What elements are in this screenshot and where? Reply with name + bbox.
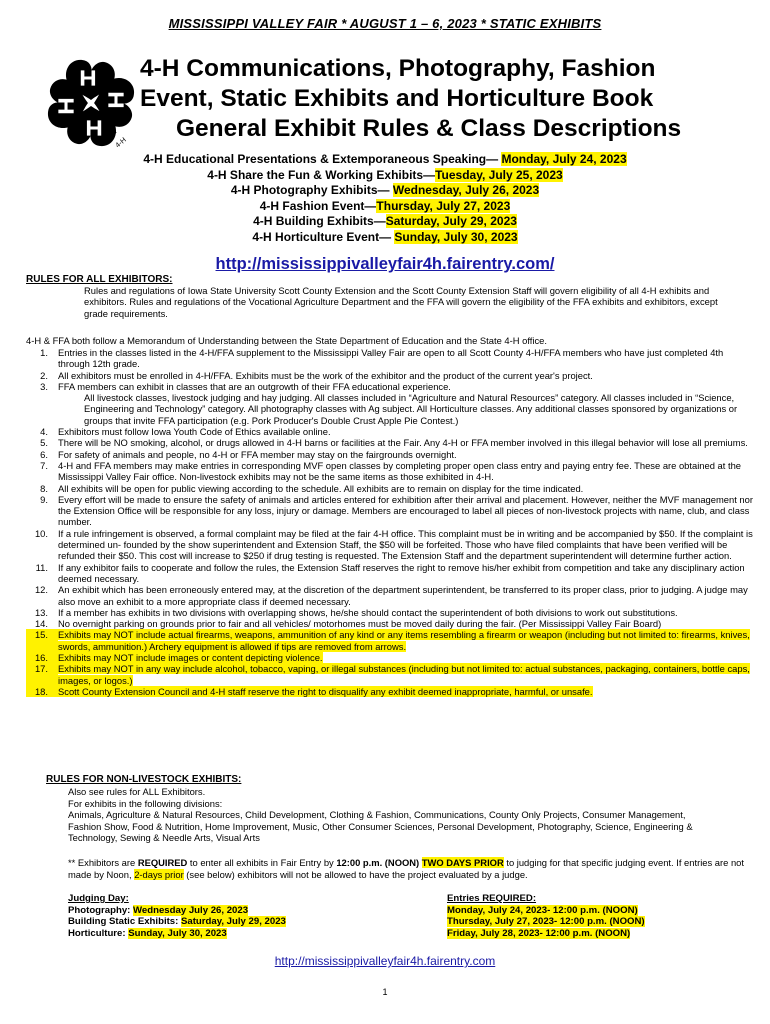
mou-statement: 4-H & FFA both follow a Memorandum of Understanding between the State Department of Education and the State 4-H office. [26, 335, 547, 346]
list-item: 6. For safety of animals and people, no 4-H or FFA member may stay on the fairgrounds overnight. [40, 448, 457, 460]
title-line-1: 4-H Communications, Photography, Fashion [140, 55, 656, 82]
nonlivestock-line-2: For exhibits in the following divisions: [68, 797, 223, 809]
list-item: 1. Entries in the classes listed in the 4-H/FFA supplement to the Mississippi Valley Fair are open to all Scott County 4-H/FFA members who have just completed 4th through 12th grade. [40, 347, 724, 370]
schedule-line: 4-H Share the Fun & Working Exhibits—Tuesday, July 25, 2023 [207, 167, 563, 182]
list-item: 12. An exhibit which has been erroneously entered may, at the discretion of the department superintendent, be transferred to its proper class, prior to judging. A judge may also move an exhibit to a more appropriate class if deemed necessary. [34, 584, 748, 607]
list-item-highlighted: 18. Scott County Extension Council and 4-H staff reserve the right to disqualify any exhibit deemed inappropriate, harmful, or unsafe. [26, 686, 754, 697]
fairentry-link-container [0, 255, 770, 274]
list-item: 8. All exhibits will be open for public viewing according to the schedule. All exhibits are to remain on display for the time indicated. [40, 482, 584, 494]
page-number: 1 [382, 987, 388, 997]
event-schedule [0, 152, 770, 246]
nonlivestock-divisions: Animals, Agriculture & Natural Resources, Child Development, Clothing & Fashion, Communications, County Only Projects, Consumer Management, Fashion Show, Food & Nutrition, Home Improvement, Music, Other Consumer Sciences, Personal Development, Photography, Science, Engineering & Technology, Sewing & Needle Arts, Visual Arts [68, 809, 693, 843]
list-item-highlighted: 16. Exhibits may NOT include images or content depicting violence. [26, 652, 754, 663]
entries-row: Monday, July 24, 2023- 12:00 p.m. (NOON) [447, 904, 638, 916]
list-item: 9. Every effort will be made to ensure the safety of animals and articles entered for exhibition after their arrival and placement. However, neither the MVF management nor the Extension Office will be responsible for any loss, injury or damage. Members are encouraged to label all pieces of non-livestock projects with name, club, and class number. [40, 493, 753, 528]
page-header: MISSISSIPPI VALLEY FAIR * AUGUST 1 – 6, 2023 * STATIC EXHIBITS [168, 16, 602, 31]
title-line-2: Event, Static Exhibits and Horticulture Book [140, 85, 654, 112]
rules-intro: Rules and regulations of Iowa State University Scott County Extension and the Scott County Extension Staff will govern eligibility of all 4-H exhibits and exhibitors. Rules and regulations of the Vocational Agriculture Department and the FFA will govern the eligibility of the FFA exhibits and exhibitors, except grade requirements. [84, 285, 718, 319]
list-item-sub: All livestock classes, livestock judging and hay judging. All classes included in “Agriculture and Natural Resources” category. All classes included in “Science, Engineering and Technology” category. All photography classes with Ag subject. All Horticulture classes. Any additional classes sponsored by organizations or groups that invite FFA participation (e.g. Pork Producer's Double Crust Apple Pie Contest.) [84, 392, 738, 426]
list-item: 13. If a member has exhibits in two divisions with overlapping shows, he/she should contact the superintendent of both divisions to work out substitutions. [34, 606, 678, 618]
judging-row: Building Static Exhibits: Saturday, July 29, 2023 [68, 916, 286, 928]
entries-heading: Entries REQUIRED: [447, 893, 537, 904]
deadline-notice: ** Exhibitors are REQUIRED to enter all exhibits in Fair Entry by 12:00 p.m. (NOON) TWO DAYS PRIOR to judging for that specific judging event. If entries are not made by Noon, 2-days prior (see below) exhibitors will not be allowed to have the project evaluated by a judge. [68, 857, 744, 880]
four-leaf-clover-icon [40, 52, 142, 154]
document-title [140, 54, 750, 144]
entries-row: Friday, July 28, 2023- 12:00 p.m. (NOON) [447, 928, 631, 940]
list-item: 3. FFA members can exhibit in classes that are an outgrowth of their FFA educational experience. [40, 380, 451, 392]
judging-day-column [68, 893, 408, 940]
fairentry-link[interactable]: http://mississippivalleyfair4h.fairentry.com/ [215, 255, 555, 273]
list-item: 5. There will be NO smoking, alcohol, or drugs allowed in 4-H barns or facilities at the Fair. Any 4-H or FFA member involved in this illegal behavior will lose all premiums. [40, 437, 748, 449]
list-item-highlighted: 17. Exhibits may NOT in any way include alcohol, tobacco, vaping, or illegal substances (including but not limited to: actual substances, packaging, containers, bottle caps, images, or logos.) [26, 663, 754, 686]
entries-required-column [447, 893, 747, 940]
footer-link[interactable]: http://mississippivalleyfair4h.fairentry.com [274, 954, 496, 968]
judging-heading: Judging Day: [68, 893, 129, 904]
nonlivestock-line-1: Also see rules for ALL Exhibitors. [68, 786, 206, 797]
rules-list [26, 347, 754, 697]
schedule-line: 4-H Photography Exhibits— Wednesday, July 26, 2023 [230, 183, 540, 198]
list-item: 4. Exhibitors must follow Iowa Youth Code of Ethics available online. [40, 426, 331, 438]
judging-row: Photography: Wednesday July 26, 2023 [68, 904, 249, 916]
rules-nonlivestock-body [68, 786, 708, 844]
title-line-3: General Exhibit Rules & Class Descriptions [176, 115, 682, 142]
list-item-highlighted: 15. Exhibits may NOT include actual firearms, weapons, ammunition of any kind or any items resembling a firearm or weapon (including but not limited to: firearms, knives, swords, ammunition.) Archery equipment is allowed if tips are removed from arrows. [26, 629, 754, 652]
rules-all-heading: RULES FOR ALL EXHIBITORS: [26, 274, 173, 285]
entries-row: Thursday, July 27, 2023- 12:00 p.m. (NOON) [447, 916, 645, 928]
logo-trademark: 4-H [113, 136, 128, 150]
judging-row: Horticulture: Sunday, July 30, 2023 [68, 928, 227, 940]
rules-nonlivestock-heading: RULES FOR NON-LIVESTOCK EXHIBITS: [46, 774, 242, 785]
list-item: 2. All exhibitors must be enrolled in 4-H/FFA. Exhibits must be the work of the exhibitor and the product of the current year's project. [40, 369, 593, 381]
schedule-line: 4-H Horticulture Event— Sunday, July 30, 2023 [252, 229, 518, 244]
list-item: 11. If any exhibitor fails to cooperate and follow the rules, the Extension Staff reserves the right to remove his/her exhibit from competition and take any disciplinary action deemed necessary. [35, 561, 745, 584]
list-item: 14. No overnight parking on grounds prior to fair and all vehicles/ motorhomes must be moved daily during the fair. (Per Mississippi Valley Fair Board) [34, 618, 662, 630]
schedule-line: 4-H Educational Presentations & Extemporaneous Speaking— Monday, July 24, 2023 [143, 152, 627, 166]
schedule-line: 4-H Building Exhibits—Saturday, July 29, 2023 [253, 214, 517, 229]
footer-link-container [0, 954, 770, 968]
schedule-line: 4-H Fashion Event—Thursday, July 27, 2023 [259, 198, 511, 213]
list-item: 7. 4-H and FFA members may make entries in corresponding MVF open classes by completing proper open class entry and paying entry fee. These are obtained at the Mississippi Valley Fair office. Non-livestock exhibits may not be the same items as those exhibited in 4-H. [40, 459, 741, 483]
list-item: 10. If a rule infringement is observed, a formal complaint may be filed at the fair 4-H office. This complaint must be in writing and be accompanied by $50. If the complaint is determined un- founded by the show superintendent and Extension Staff, the $50 will be forfeited. Those who have filed complaints that have been verified will be refunded their $50. This cost will increase to $250 if drug testing is requested. The Extension Staff and the department superintendent will determine further action. [34, 527, 753, 562]
